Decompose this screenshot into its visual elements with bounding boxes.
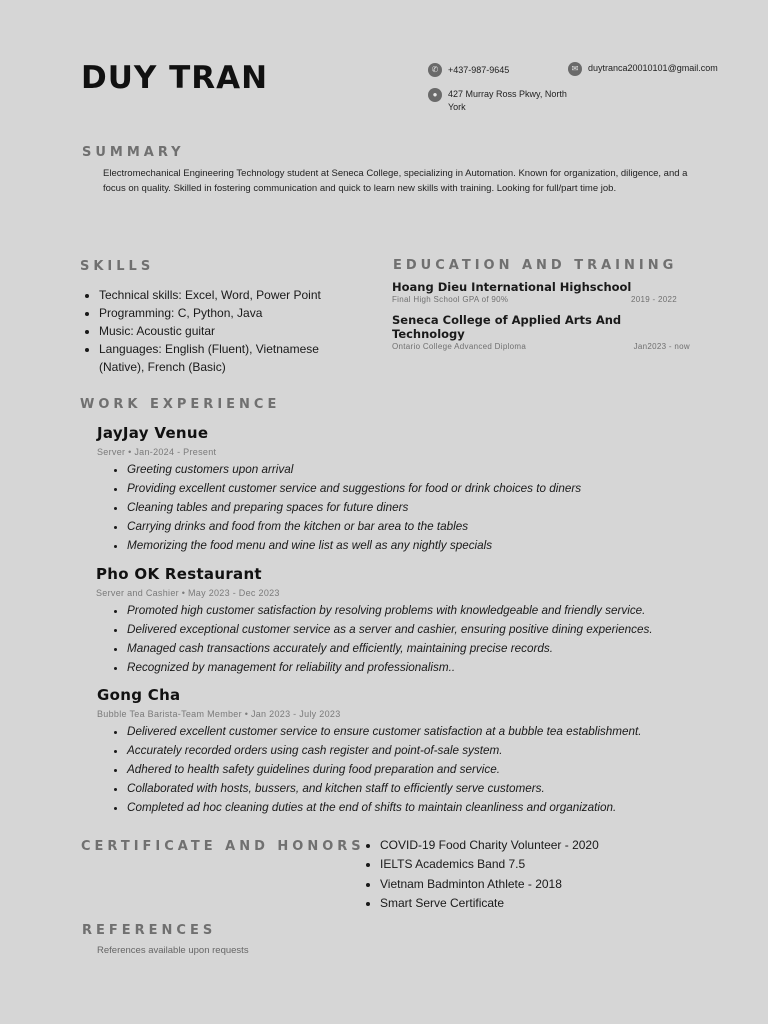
education-entry xyxy=(392,313,692,351)
certificate-item: • COVID-19 Food Charity Volunteer - 2020 xyxy=(380,836,662,855)
certificates-list xyxy=(362,836,662,913)
phone-text[interactable]: +437-987-9645 xyxy=(448,65,510,75)
address-contact xyxy=(428,88,570,113)
job-duty: • Memorizing the food menu and wine list as well as any nightly specials xyxy=(127,536,717,555)
job-meta: Server and Cashier • May 2023 - Dec 2023 xyxy=(96,588,280,598)
email-icon: ✉ xyxy=(568,62,582,76)
skills-list-container xyxy=(81,286,366,376)
certificates-heading: CERTIFICATE AND HONORS xyxy=(81,839,365,854)
job-duty: • Collaborated with hosts, bussers, and kitchen staff to efficiently serve customers. xyxy=(127,779,727,798)
certificates-list-container xyxy=(362,836,662,913)
certificate-item: • Smart Serve Certificate xyxy=(380,894,662,913)
candidate-name: DUY TRAN xyxy=(81,60,269,96)
job-entry xyxy=(97,424,717,555)
school-name: Seneca College of Applied Arts And Technology xyxy=(392,313,622,341)
phone-icon: ✆ xyxy=(428,63,442,77)
job-duty: • Delivered exceptional customer service as a server and cashier, ensuring positive dining experiences. xyxy=(127,620,726,639)
job-entry xyxy=(96,565,726,677)
school-dates: 2019 - 2022 xyxy=(630,295,677,304)
job-duties xyxy=(97,460,717,555)
skill-item: • Languages: English (Fluent), Vietnamese (Native), French (Basic) xyxy=(99,340,366,376)
job-company: Pho OK Restaurant xyxy=(96,565,262,583)
certificate-item: • IELTS Academics Band 7.5 xyxy=(380,855,662,874)
references-heading: REFERENCES xyxy=(82,923,217,938)
education-heading: EDUCATION AND TRAINING xyxy=(393,258,678,273)
job-duty: • Delivered excellent customer service to ensure customer satisfaction at a bubble tea establishment. xyxy=(127,722,727,741)
skill-item: • Music: Acoustic guitar xyxy=(99,322,366,340)
job-duty: • Cleaning tables and preparing spaces for future diners xyxy=(127,498,717,517)
job-duty: • Adhered to health safety guidelines during food preparation and service. xyxy=(127,760,727,779)
job-duty: • Promoted high customer satisfaction by resolving problems with knowledgeable and friendly service. xyxy=(127,601,726,620)
skill-item: • Programming: C, Python, Java xyxy=(99,304,366,322)
skill-item: • Technical skills: Excel, Word, Power Point xyxy=(99,286,366,304)
references-text: References available upon requests xyxy=(97,945,249,956)
job-company: JayJay Venue xyxy=(97,424,209,442)
school-dates: Jan2023 - now xyxy=(633,342,690,351)
school-detail: Ontario College Advanced Diploma xyxy=(392,342,527,351)
summary-text: Electromechanical Engineering Technology student at Seneca College, specializing in Automation. Known for organization, diligence, and a focus on quality. Skilled in fostering communication and quick to learn new skills with training. Looking for full/part time job. xyxy=(103,168,688,194)
job-duty: • Providing excellent customer service and suggestions for food or drink choices to diners xyxy=(127,479,717,498)
work-heading: WORK EXPERIENCE xyxy=(80,397,281,412)
job-duty: • Recognized by management for reliability and professionalism.. xyxy=(127,658,726,677)
email-text[interactable]: duytranca20010101@gmail.com xyxy=(588,63,718,73)
job-duty: • Carrying drinks and food from the kitchen or bar area to the tables xyxy=(127,517,717,536)
skills-heading: SKILLS xyxy=(80,259,155,274)
school-detail: Final High School GPA of 90% xyxy=(392,295,509,304)
job-duties xyxy=(96,601,726,677)
job-duty: • Completed ad hoc cleaning duties at the end of shifts to maintain cleanliness and organization. xyxy=(127,798,727,817)
job-company: Gong Cha xyxy=(97,686,181,704)
job-duty: • Managed cash transactions accurately and efficiently, maintaining precise records. xyxy=(127,639,726,658)
phone-contact xyxy=(428,63,509,77)
job-duty: • Greeting customers upon arrival xyxy=(127,460,717,479)
address-text: 427 Murray Ross Pkwy, North York xyxy=(448,89,567,112)
school-name: Hoang Dieu International Highschool xyxy=(392,280,632,294)
email-contact xyxy=(568,62,718,76)
job-duties xyxy=(97,722,727,817)
certificate-item: • Vietnam Badminton Athlete - 2018 xyxy=(380,875,662,894)
location-icon: ● xyxy=(428,88,442,102)
job-duty: • Accurately recorded orders using cash register and point-of-sale system. xyxy=(127,741,727,760)
job-meta: Bubble Tea Barista-Team Member • Jan 2023 - July 2023 xyxy=(97,709,341,719)
skills-list xyxy=(81,286,366,376)
education-entry xyxy=(392,280,692,304)
summary-heading: SUMMARY xyxy=(82,145,185,160)
job-entry xyxy=(97,686,727,817)
job-meta: Server • Jan-2024 - Present xyxy=(97,447,217,457)
